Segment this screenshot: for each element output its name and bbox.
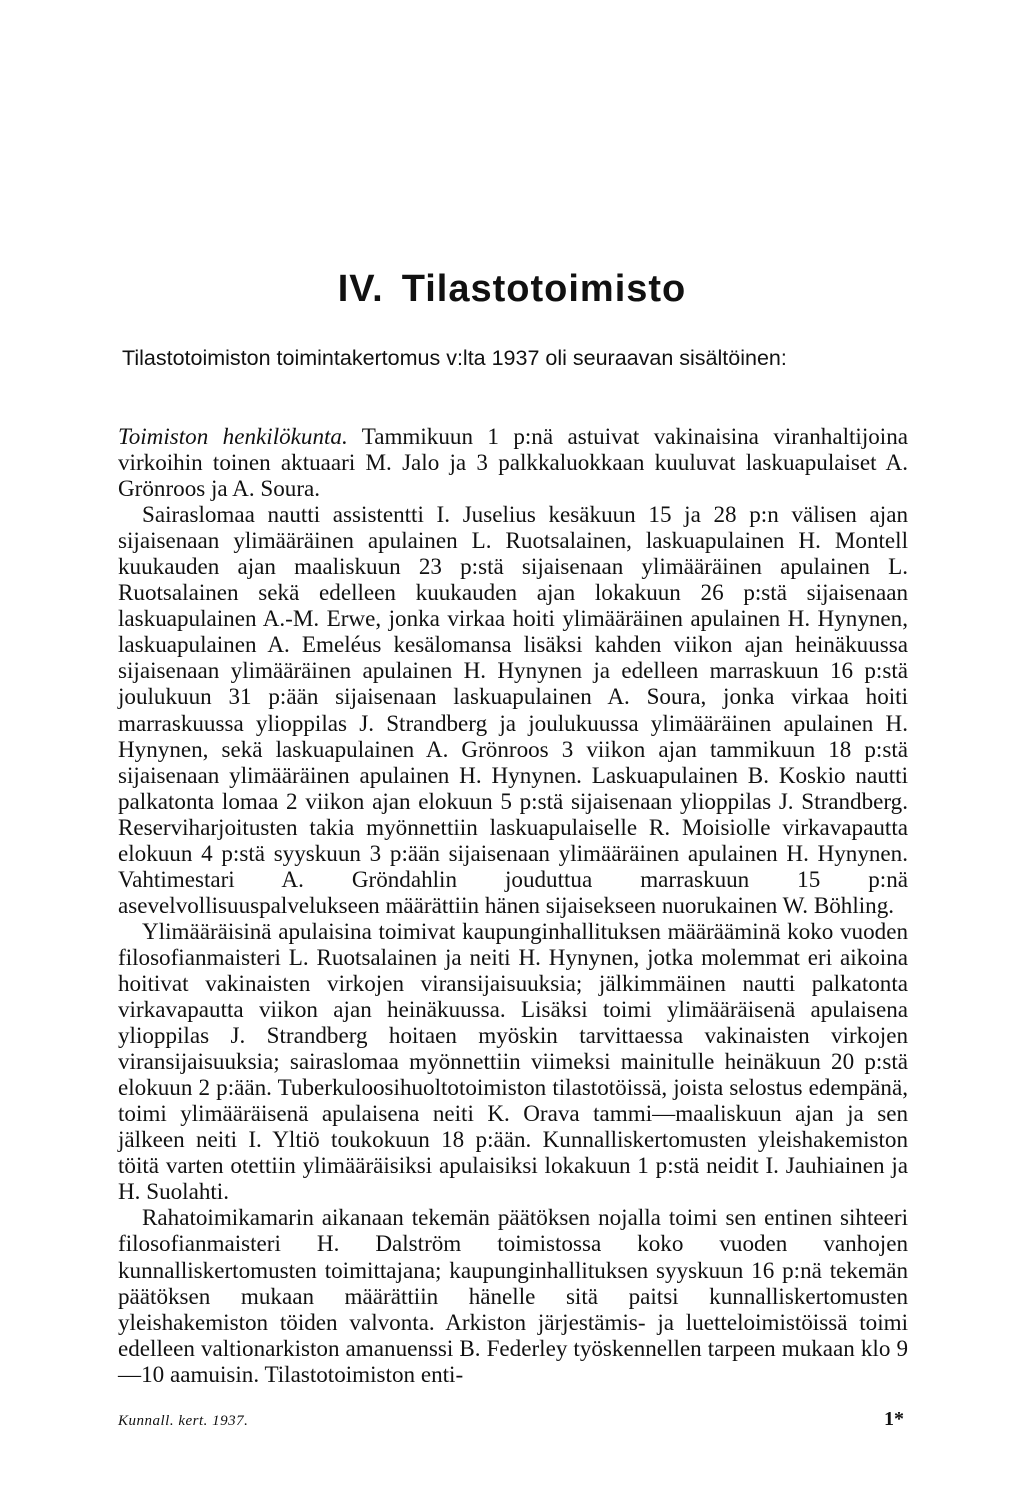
chapter-title [0, 268, 1024, 311]
footer-source: Kunnall. kert. 1937. [118, 1413, 249, 1429]
paragraph-sick-leave: Sairaslomaa nautti assistentti I. Juselius kesäkuun 15 ja 28 p:n välisen ajan sijaisenaan ylimääräinen apulainen L. Ruotsalainen, laskuapulainen H. Montell kuukauden ajan maaliskuun 23 p:stä sijaisenaan ylimääräinen apulainen L. Ruotsalainen sekä edelleen kuukauden ajan lokakuun 26 p:stä sijaisenaan laskuapulainen A.-M. Erwe, jonka virkaa hoiti ylimääräinen apulainen H. Hynynen, laskuapulainen A. Emeléus kesälomansa lisäksi kahden viikon ajan heinäkuussa sijaisenaan ylimääräinen apulainen H. Hynynen ja edelleen marraskuun 16 p:stä joulukuun 31 p:ään sijaisenaan laskuapulainen A. Soura, jonka virkaa hoiti marraskuussa ylioppilas J. Strandberg ja joulukuussa ylimääräinen apulainen H. Hynynen, sekä laskuapulainen A. Grönroos 3 viikon ajan tammikuun 18 p:stä sijaisenaan ylimääräinen apulainen H. Hynynen. Laskuapulainen B. Koskio nautti palkatonta lomaa 2 viikon ajan elokuun 5 p:stä sijaisenaan ylioppilas J. Strandberg. Reserviharjoitusten takia myönnettiin laskuapulaiselle R. Moisiolle virkavapautta elokuun 4 p:stä syyskuun 3 p:ään sijaisenaan ylimääräinen apulainen H. Hynynen. Vahtimestari A. Gröndahlin jouduttua marraskuun 15 p:nä asevelvollisuuspalvelukseen määrättiin hänen sijaisekseen nuorukainen W. Böhling. [118, 501, 908, 918]
paragraph-staff [118, 423, 908, 501]
section-heading: Toimiston henkilökunta. [118, 423, 348, 449]
body-text [118, 423, 908, 1387]
intro-line: Tilastotoimiston toimintakertomus v:lta 1937 oli seuraavan sisältöinen: [122, 346, 787, 370]
paragraph-extra-assistants: Ylimääräisinä apulaisina toimivat kaupunginhallituksen määrääminä koko vuoden filosofianmaisteri L. Ruotsalainen ja neiti H. Hynynen, jotka molemmat eri aikoina hoitivat vakinaisten virkojen viransijaisuuksia; jälkimmäinen nautti palkatonta virkavapautta viikon ajan heinäkuussa. Lisäksi toimi ylimääräisenä apulaisena ylioppilas J. Strandberg hoitaen myöskin tarvittaessa vakinaisten virkojen viransijaisuuksia; sairaslomaa myönnettiin viimeksi mainitulle heinäkuun 20 p:stä elokuun 2 p:ään. Tuberkuloosihuoltotoimiston tilastotöissä, joista selostus edempänä, toimi ylimääräisenä apulaisena neiti K. Orava tammi—maaliskuun ajan ja sen jälkeen neiti I. Yltiö toukokuun 18 p:ään. Kunnalliskertomusten yleishakemiston töitä varten otettiin ylimääräisiksi apulaisiksi lokakuun 1 p:stä neidit I. Jauhiainen ja H. Suolahti. [118, 917, 908, 1205]
footer-page-mark: 1* [884, 1408, 904, 1430]
chapter-title-text: Tilastotoimisto [401, 268, 687, 310]
chapter-numeral: IV. [337, 268, 384, 310]
paragraph-text: Tammikuun 1 p:nä astuivat vakinaisina viranhaltijoina virkoihin toinen aktuaari M. Jalo ja 3 palkkaluokkaan kuuluvat laskuapulaiset A. Grönroos ja A. Soura. [118, 423, 908, 502]
paragraph-archive: Rahatoimikamarin aikanaan tekemän päätöksen nojalla toimi sen entinen sihteeri filosofianmaisteri H. Dalström toimistossa koko vuoden vanhojen kunnalliskertomusten toimittajana; kaupunginhallituksen syyskuun 16 p:nä tekemän päätöksen mukaan määrättiin hänelle sitä paitsi kunnalliskertomusten yleishakemiston töiden valvonta. Arkiston järjestämis- ja luetteloimistöissä toimi edelleen valtionarkiston amanuenssi B. Federley työskennellen tarpeen mukaan klo 9—10 aamuisin. Tilastotoimiston enti- [118, 1204, 908, 1387]
